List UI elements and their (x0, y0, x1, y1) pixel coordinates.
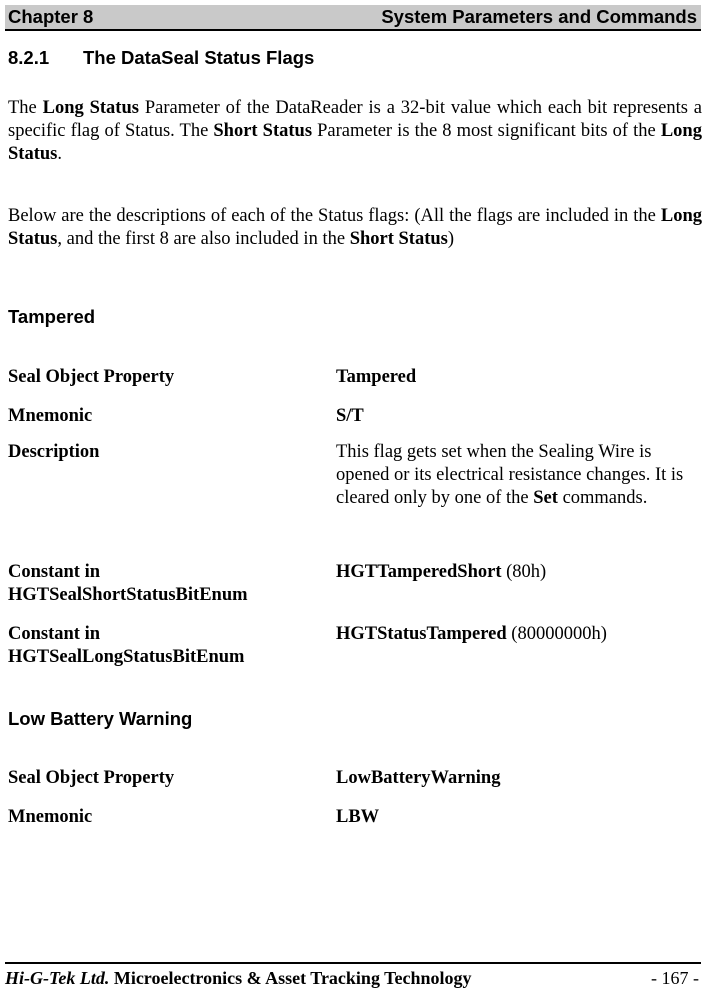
mnemonic-value: LBW (336, 807, 380, 827)
chapter-title: System Parameters and Commands (381, 6, 697, 27)
mnemonic-value: S/T (336, 406, 364, 426)
chapter-label: Chapter 8 (8, 6, 94, 27)
page-footer (5, 962, 701, 989)
page-header (5, 5, 701, 31)
intro-paragraph-2: Below are the descriptions of each of the Status flags: (All the flags are included in the Long Status, and the first 8 are also included in the Short Status) (8, 206, 702, 249)
section-number: 8.2.1 (8, 47, 50, 68)
section-heading (8, 47, 314, 69)
long-constant-value: HGTStatusTampered (80000000h) (336, 624, 607, 644)
tampered-heading: Tampered (8, 306, 96, 327)
property-label: Seal Object Property (8, 768, 175, 788)
page-number: - 167 - (651, 968, 699, 988)
long-constant-label: Constant in HGTSealLongStatusBitEnum (8, 624, 245, 667)
section-title: The DataSeal Status Flags (83, 47, 315, 68)
property-value: Tampered (336, 367, 417, 387)
mnemonic-label: Mnemonic (8, 406, 93, 426)
intro-paragraph-1: The Long Status Parameter of the DataReader is a 32-bit value which each bit represents a specific flag of Status. The Short Status Parameter is the 8 most significant bits of the Long Status. (8, 98, 703, 164)
mnemonic-label: Mnemonic (8, 807, 93, 827)
description-value: This flag gets set when the Sealing Wire is opened or its electrical resistance changes. It is cleared only by one of the Set commands. (336, 442, 684, 508)
low-battery-heading: Low Battery Warning (8, 708, 193, 729)
footer-company: Hi-G-Tek Ltd. Microelectronics & Asset Tracking Technology (5, 968, 472, 988)
property-label: Seal Object Property (8, 367, 175, 387)
short-constant-label: Constant in HGTSealShortStatusBitEnum (8, 562, 248, 605)
description-label: Description (8, 442, 100, 462)
short-constant-value: HGTTamperedShort (80h) (336, 562, 547, 582)
property-value: LowBatteryWarning (336, 768, 501, 788)
